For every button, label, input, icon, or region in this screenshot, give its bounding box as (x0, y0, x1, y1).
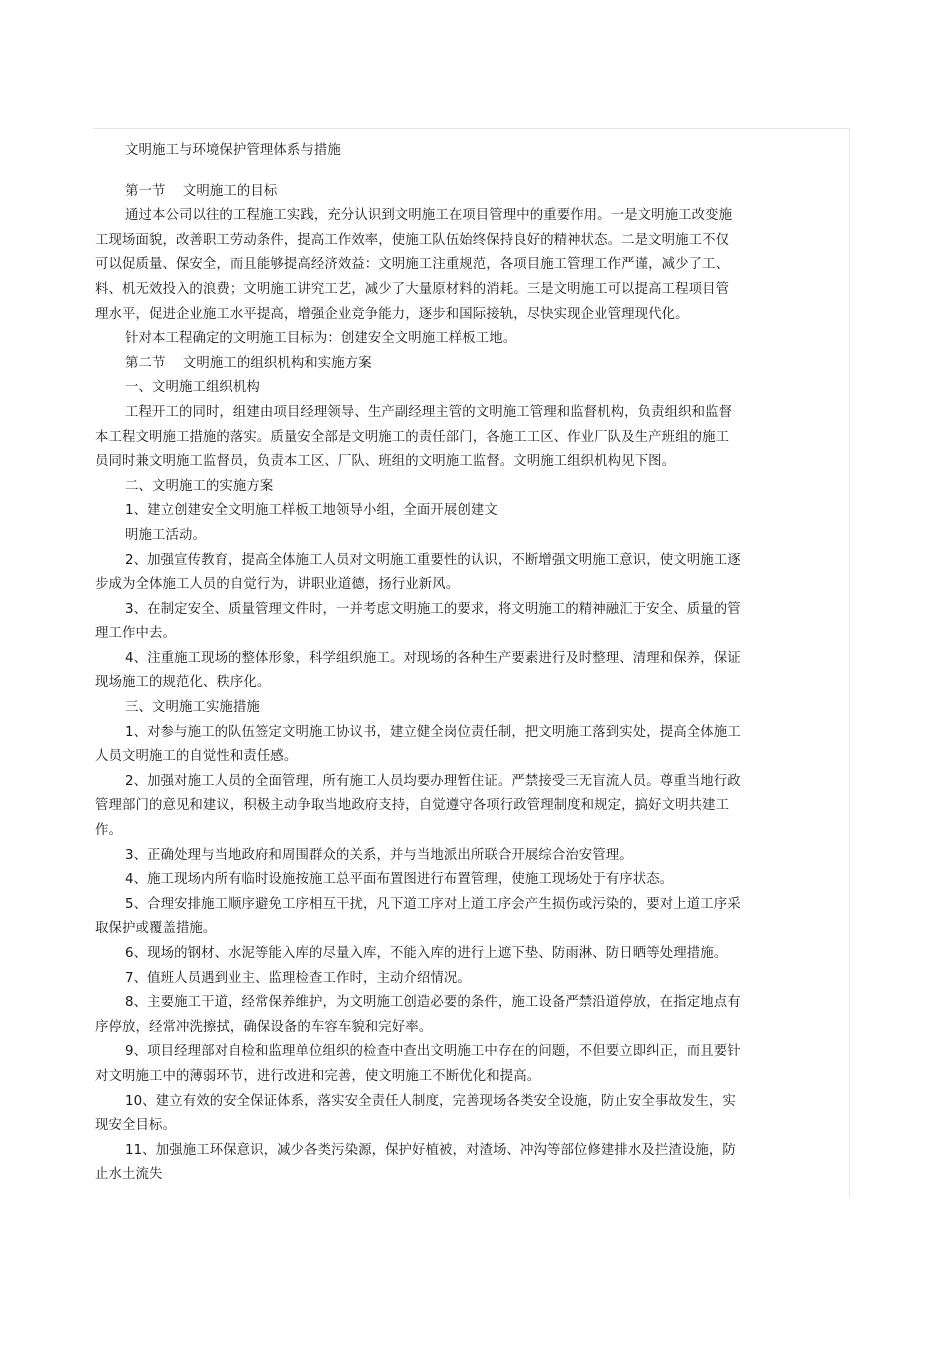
text-line: 第一节 文明施工的目标 (125, 183, 278, 199)
text-line: 5、合理安排施工顺序避免工序相互干扰，凡下道工序对上道工序会产生损伤或污染的，要对上道工序采 (125, 896, 741, 912)
text-line: 理水平，促进企业施工水平提高，增强企业竞争能力，逐步和国际接轨，尽快实现企业管理现代化。 (95, 306, 689, 322)
text-line: 11、加强施工环保意识，减少各类污染源，保护好植被，对渣场、冲沟等部位修建排水及拦渣设施，防 (125, 1142, 736, 1158)
text-line: 二、文明施工的实施方案 (125, 478, 274, 494)
text-line: 取保护或覆盖措施。 (95, 921, 217, 937)
paragraph-lines (95, 180, 765, 1188)
document-title: 文明施工与环境保护管理体系与措施 (125, 143, 341, 158)
text-line: 三、文明施工实施措施 (125, 700, 260, 716)
text-line: 4、注重施工现场的整体形象，科学组织施工。对现场的各种生产要素进行及时整理、清理和保养，保证 (125, 650, 741, 666)
text-line: 工现场面貌，改善职工劳动条件，提高工作效率，使施工队伍始终保持良好的精神状态。二是文明施工不仅 (95, 232, 730, 248)
text-line: 2、加强宣传教育，提高全体施工人员对文明施工重要性的认识，不断增强文明施工意识，使文明施工逐 (125, 552, 741, 568)
text-line: 3、正确处理与当地政府和周围群众的关系，并与当地派出所联合开展综合治安管理。 (125, 847, 633, 863)
text-line: 7、值班人员遇到业主、监理检查工作时，主动介绍情况。 (125, 970, 471, 986)
text-line: 明施工活动。 (125, 527, 206, 543)
text-line: 一、文明施工组织机构 (125, 380, 260, 396)
text-line: 6、现场的钢材、水泥等能入库的尽量入库，不能入库的进行上遮下垫、防雨淋、防日晒等处理措施。 (125, 946, 728, 961)
text-line: 管理部门的意见和建议，积极主动争取当地政府支持，自觉遵守各项行政管理制度和规定，搞好文明共建工 (95, 798, 730, 814)
text-line: 3、在制定安全、质量管理文件时，一并考虑文明施工的要求，将文明施工的精神融汇于安全、质量的管 (125, 601, 741, 617)
text-line: 工程开工的同时，组建由项目经理领导、生产副经理主管的文明施工管理和监督机构，负责组织和监督 (125, 404, 733, 420)
text-line: 现场施工的规范化、秩序化。 (95, 675, 271, 691)
text-line: 针对本工程确定的文明施工目标为：创建安全文明施工样板工地。 (125, 331, 517, 347)
text-line: 步成为全体施工人员的自觉行为，讲职业道德，扬行业新风。 (95, 577, 460, 593)
text-line: 止水土流失 (95, 1167, 163, 1183)
text-line: 可以促质量、保安全，而且能够提高经济效益：文明施工注重规范，各项目施工管理工作严谨，减少了工、 (95, 257, 730, 273)
text-line: 通过本公司以往的工程施工实践，充分认识到文明施工在项目管理中的重要作用。一是文明施工改变施 (125, 208, 733, 224)
text-line: 9、项目经理部对自检和监理单位组织的检查中查出文明施工中存在的问题，不但要立即纠正，而且要针 (125, 1044, 741, 1060)
text-line: 4、施工现场内所有临时设施按施工总平面布置图进行布置管理，使施工现场处于有序状态。 (125, 872, 674, 888)
text-line: 1、建立创建安全文明施工样板工地领导小组，全面开展创建文 (125, 503, 498, 519)
text-line: 第二节 文明施工的组织机构和实施方案 (125, 355, 372, 371)
text-line: 料、机无效投入的浪费；文明施工讲究工艺，减少了大量原材料的消耗。三是文明施工可以提高工程项目管 (95, 281, 730, 297)
text-line: 人员文明施工的自觉性和责任感。 (95, 749, 298, 765)
text-line: 本工程文明施工措施的落实。质量安全部是文明施工的责任部门，各施工工区、作业厂队及生产班组的施工 (95, 429, 730, 445)
text-line: 10、建立有效的安全保证体系，落实安全责任人制度，完善现场各类安全设施，防止安全事故发生，实 (125, 1093, 736, 1109)
text-line: 理工作中去。 (95, 626, 176, 642)
text-line: 员同时兼文明施工监督员，负责本工区、厂队、班组的文明施工监督。文明施工组织机构见下图。 (95, 454, 676, 470)
text-line: 作。 (95, 823, 122, 839)
title-gap (95, 164, 765, 180)
document-body (95, 139, 765, 1188)
text-line: 现安全目标。 (95, 1118, 176, 1134)
text-line: 8、主要施工干道，经常保养维护，为文明施工创造必要的条件，施工设备严禁沿道停放，在指定地点有 (125, 995, 741, 1011)
text-line: 2、加强对施工人员的全面管理，所有施工人员均要办理暂住证。严禁接受三无盲流人员。尊重当地行政 (125, 773, 741, 789)
text-line: 1、对参与施工的队伍签定文明施工协议书，建立健全岗位责任制，把文明施工落到实处，提高全体施工 (125, 724, 741, 740)
text-line: 序停放，经常冲洗擦拭，确保设备的车容车貌和完好率。 (95, 1019, 433, 1035)
text-line: 对文明施工中的薄弱环节，进行改进和完善，使文明施工不断优化和提高。 (95, 1068, 541, 1084)
